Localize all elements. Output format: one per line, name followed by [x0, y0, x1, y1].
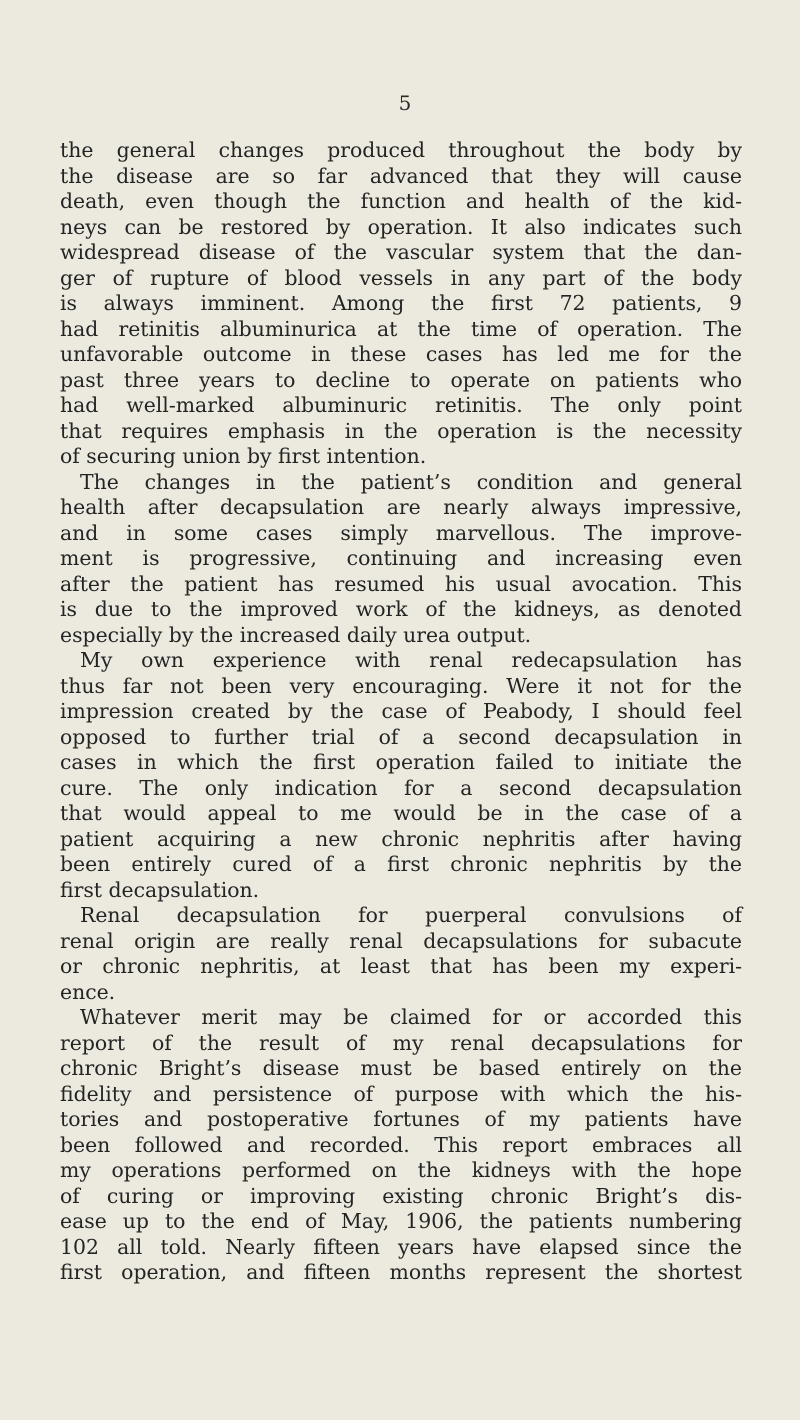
- text-line: cases in which the first operation failed to initiate the: [60, 750, 742, 774]
- text-line: is due to the improved work of the kidneys, as denoted: [60, 597, 742, 621]
- text-line: tories and postoperative fortunes of my patients have: [60, 1107, 742, 1131]
- text-line: that would appeal to me would be in the case of a: [60, 801, 742, 825]
- text-line: the general changes produced throughout the body by: [60, 138, 742, 162]
- paragraph: [60, 1005, 742, 1286]
- text-line: and in some cases simply marvellous. The improve-: [60, 520, 742, 545]
- text-line: chronic Bright’s disease must be based entirely on the: [60, 1056, 742, 1080]
- text-line: or chronic nephritis, at least that has been my experi-: [60, 954, 742, 978]
- text-line: been entirely cured of a first chronic nephritis by the: [60, 852, 742, 876]
- text-line: ence.: [60, 979, 116, 1004]
- body-text: [60, 138, 742, 1286]
- text-line: fidelity and persistence of purpose with which the his-: [60, 1081, 742, 1106]
- text-line: thus far not been very encouraging. Were it not for the: [60, 673, 742, 698]
- text-line: been followed and recorded. This report embraces all: [60, 1132, 742, 1157]
- text-line: of curing or improving existing chronic Bright’s dis-: [60, 1183, 742, 1208]
- text-line: first operation, and fifteen months represent the shortest: [60, 1260, 742, 1284]
- text-line: especially by the increased daily urea output.: [60, 622, 532, 647]
- text-line: Whatever merit may be claimed for or accorded this: [80, 1005, 742, 1029]
- text-line: patient acquiring a new chronic nephritis after having: [60, 826, 742, 851]
- text-line: is always imminent. Among the first 72 patients, 9: [60, 291, 742, 315]
- text-line: of securing union by first intention.: [60, 444, 427, 468]
- text-line: widespread disease of the vascular system that the dan-: [60, 240, 742, 264]
- paragraph: [60, 903, 742, 1005]
- text-line: first decapsulation.: [60, 877, 260, 902]
- paragraph: [60, 138, 742, 470]
- text-line: opposed to further trial of a second decapsulation in: [60, 724, 742, 749]
- text-line: neys can be restored by operation. It also indicates such: [60, 214, 742, 239]
- text-line: My own experience with renal redecapsulation has: [80, 648, 742, 672]
- text-line: cure. The only indication for a second decapsulation: [60, 775, 742, 800]
- text-line: ment is progressive, continuing and increasing even: [60, 546, 742, 570]
- paragraph: [60, 648, 742, 903]
- text-line: unfavorable outcome in these cases has led me for the: [60, 342, 742, 366]
- text-line: after the patient has resumed his usual avocation. This: [60, 571, 742, 596]
- text-line: ger of rupture of blood vessels in any part of the body: [60, 265, 742, 290]
- text-line: that requires emphasis in the operation is the necessity: [60, 418, 742, 443]
- text-line: ease up to the end of May, 1906, the patients numbering: [60, 1209, 742, 1233]
- text-line: death, even though the function and health of the kid-: [60, 189, 742, 213]
- text-line: The changes in the patient’s condition and general: [80, 469, 742, 494]
- page-number: 5: [398, 91, 412, 115]
- text-line: impression created by the case of Peabody, I should feel: [60, 699, 742, 723]
- text-line: 102 all told. Nearly fifteen years have elapsed since the: [60, 1234, 742, 1259]
- text-line: my operations performed on the kidneys with the hope: [60, 1158, 742, 1182]
- text-line: health after decapsulation are nearly always impressive,: [60, 495, 742, 519]
- text-line: renal origin are really renal decapsulations for subacute: [60, 928, 742, 953]
- paragraph: [60, 470, 742, 649]
- text-line: past three years to decline to operate on patients who: [60, 367, 742, 392]
- text-line: the disease are so far advanced that they will cause: [60, 163, 742, 188]
- text-line: had retinitis albuminurica at the time of operation. The: [60, 316, 742, 341]
- text-line: report of the result of my renal decapsulations for: [60, 1030, 742, 1055]
- text-line: had well-marked albuminuric retinitis. The only point: [60, 393, 742, 417]
- text-line: Renal decapsulation for puerperal convulsions of: [80, 903, 742, 927]
